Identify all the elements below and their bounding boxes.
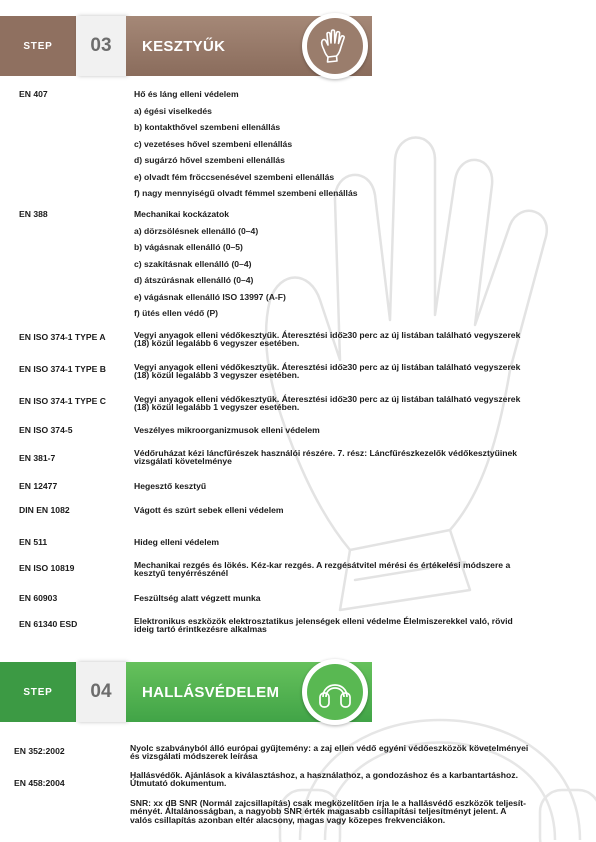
standard-description-line: (18) közül legalább 1 vegyszer esetében.	[134, 402, 300, 413]
section-banner-gloves	[0, 16, 372, 76]
standard-code: EN ISO 374-1 TYPE B	[19, 364, 106, 374]
standard-description-line: ményét. Általánosságban, a nagyobb SNR érték magasabb csillapítási teljesítményt jelent. A	[130, 806, 507, 817]
standard-description-line: ideig tartó érintkezésre alkalmas	[134, 624, 267, 635]
standard-description-line: Vegyi anyagok elleni védőkesztyűk. Áteresztési idő≥30 perc az új listában található vegyszerek	[134, 394, 521, 404]
standard-code: EN 12477	[19, 481, 58, 491]
standard-description-line: Vágott és szúrt sebek elleni védelem	[134, 505, 284, 515]
standard-subitem: e) olvadt fém fröccsenésével szembeni ellenállás	[134, 171, 335, 182]
step-label: STEP	[0, 16, 76, 76]
standard-description-line: Hallásvédők. Ajánlások a kiválasztáshoz, a használathoz, a gondozáshoz és a karbantartáshoz.	[130, 770, 518, 780]
standard-description-line: Hegesztő kesztyű	[134, 481, 207, 491]
standard-subitem: d) átszúrásnak ellenálló (0–4)	[134, 275, 254, 285]
standard-description-line: Vegyi anyagok elleni védőkesztyűk. Áteresztési idő≥30 perc az új listában található vegyszerek	[134, 330, 521, 340]
standard-code: EN ISO 374-5	[19, 425, 73, 435]
standard-subitem: c) vezetéses hővel szembeni ellenállás	[134, 138, 293, 149]
standard-code: EN 352:2002	[14, 746, 65, 756]
standard-subitem: a) égési viselkedés	[134, 105, 212, 116]
standard-code: EN 458:2004	[14, 778, 65, 788]
standard-description-line: Vegyi anyagok elleni védőkesztyűk. Áteresztési idő≥30 perc az új listában található vegyszerek	[134, 362, 521, 372]
standard-title: Hő és láng elleni védelem	[134, 89, 239, 99]
ear-muffs-icon	[317, 675, 353, 709]
standard-description-line: és vizsgálati módszerek leírása	[130, 751, 258, 762]
standard-code: EN ISO 374-1 TYPE A	[19, 332, 106, 342]
section-title-text: KESZTYŰK	[142, 37, 226, 55]
glove-icon	[318, 28, 352, 64]
standard-description-line: Nyolc szabványból álló európai gyűjtemény: a zaj ellen védő egyéni védőeszközök követelményei	[130, 743, 529, 753]
standard-code: EN 407	[19, 89, 48, 99]
standard-description-line: (18) közül legalább 3 vegyszer esetében.	[134, 370, 300, 381]
standard-code: EN 511	[19, 537, 48, 547]
standard-description-line: (18) közül legalább 6 vegyszer esetében.	[134, 338, 300, 349]
standard-description-line: vizsgálati követelménye	[134, 456, 232, 467]
standard-description-line: Mechanikai rezgés és lökés. Kéz-kar rezgés. A rezgésátvitel mérési és értékelési módszere a	[134, 560, 511, 570]
standard-title: Mechanikai kockázatok	[134, 209, 230, 219]
standard-description-line: kesztyű tenyérrészénél	[134, 568, 229, 579]
step-number: 04	[76, 662, 126, 722]
step-number: 03	[76, 16, 126, 76]
section-icon-circle	[302, 659, 368, 725]
standard-code: EN ISO 10819	[19, 563, 75, 573]
standard-subitem: f) nagy mennyiségű olvadt fémmel szembeni ellenállás	[134, 188, 358, 198]
standard-description-line: SNR: xx dB SNR (Normál zajcsillapítás) csak megközelítően írja le a hallásvédő eszközök teljesít-	[130, 798, 526, 808]
standard-code: EN ISO 374-1 TYPE C	[19, 396, 106, 406]
section-icon-circle	[302, 13, 368, 79]
standard-code: EN 60903	[19, 593, 58, 603]
standard-subitem: b) vágásnak ellenálló (0–5)	[134, 242, 243, 252]
standard-subitem: c) szakításnak ellenálló (0–4)	[134, 258, 252, 269]
standard-code: EN 388	[19, 209, 48, 219]
standard-subitem: f) ütés ellen védő (P)	[134, 308, 219, 318]
section-title-text: HALLÁSVÉDELEM	[142, 683, 280, 701]
standard-description-line: Veszélyes mikroorganizmusok elleni védelem	[134, 425, 320, 435]
standard-subitem: d) sugárzó hővel szembeni ellenállás	[134, 155, 285, 165]
standard-description-line: Feszültség alatt végzett munka	[134, 593, 261, 603]
standard-description-line: Védőruházat kézi láncfűrészek használói részére. 7. rész: Láncfűrészkezelők védőkesztyűinek	[134, 448, 518, 458]
standard-description-line: Elektronikus eszközök elektrosztatikus jelenségek elleni védelme Élelmiszerekkel való, rövid	[134, 616, 513, 626]
step-label: STEP	[0, 662, 76, 722]
standard-code: EN 61340 ESD	[19, 619, 78, 629]
standard-description-line: Útmutató dokumentum.	[130, 778, 227, 789]
standard-code: DIN EN 1082	[19, 505, 70, 515]
standard-subitem: a) dörzsölésnek ellenálló (0–4)	[134, 225, 259, 236]
section-banner-hearing	[0, 662, 372, 722]
standard-subitem: b) kontakthővel szembeni ellenállás	[134, 122, 281, 132]
standard-description-line: valós csillapítás azonban eltér alacsony, magas vagy közepes frekvenciákon.	[130, 814, 446, 825]
standard-code: EN 381-7	[19, 453, 56, 463]
standard-description-line: Hideg elleni védelem	[134, 537, 220, 547]
standard-subitem: e) vágásnak ellenálló ISO 13997 (A-F)	[134, 291, 286, 302]
